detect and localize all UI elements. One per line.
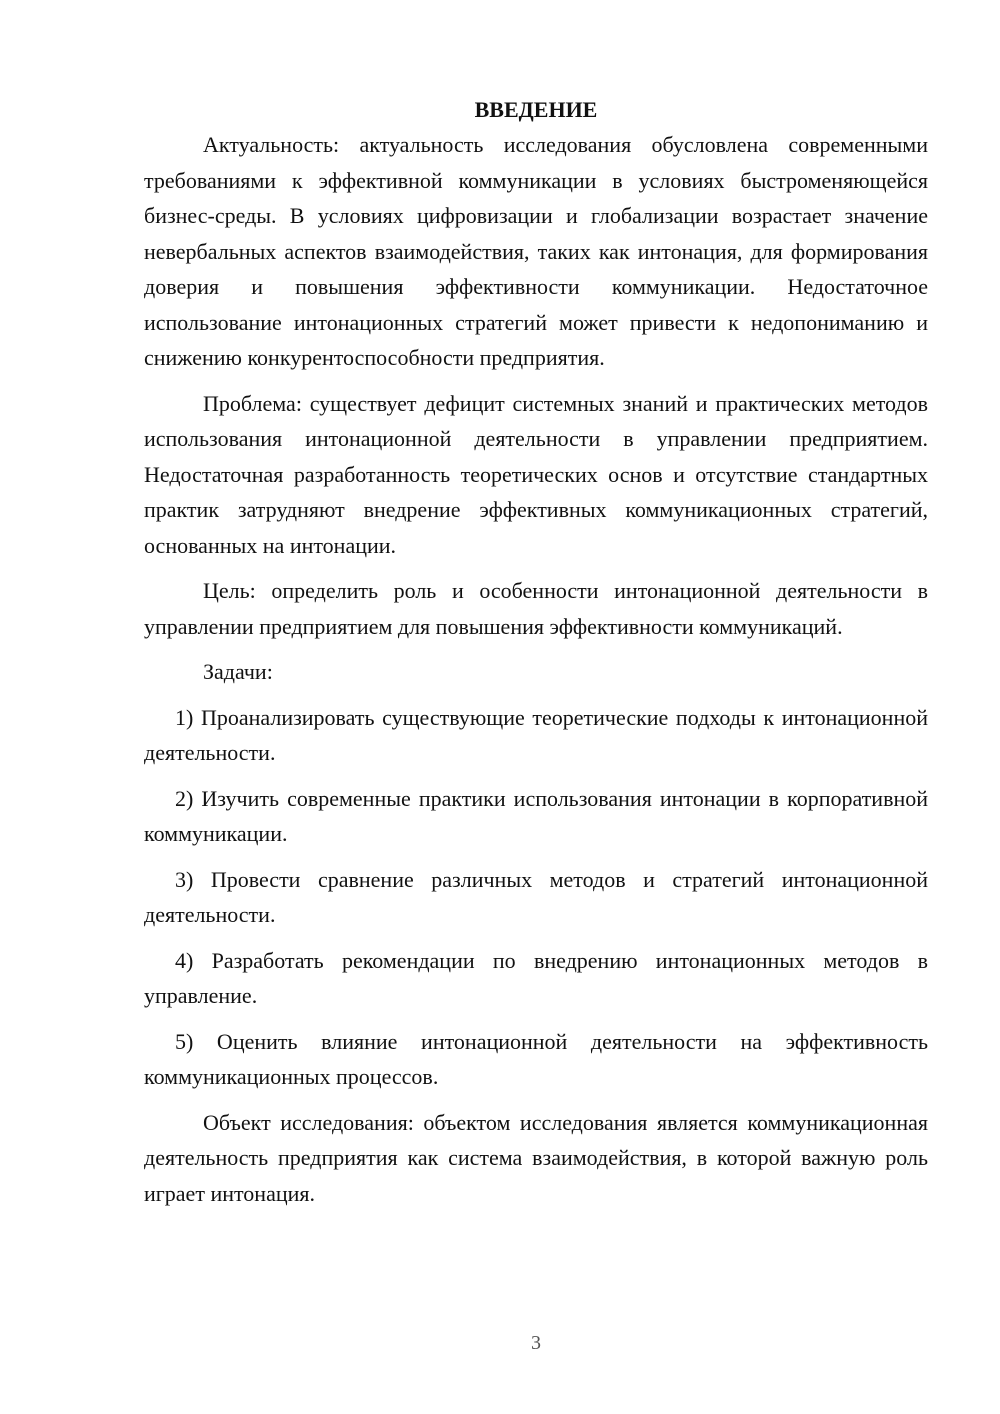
page-number: 3	[531, 1332, 541, 1354]
paragraph-object: Объект исследования: объектом исследования является коммуникационная деятельность предприятия как система взаимодействия, в которой важную роль играет интонация.	[144, 1109, 928, 1206]
paragraph-relevance: Актуальность: актуальность исследования обусловлена современными требованиями к эффективной коммуникации в условиях быстроменяющейся бизнес-среды. В условиях цифровизации и глобализации возрастает значение невербальных аспектов взаимодействия, таких как интонация, для формирования доверия и повышения эффективности коммуникации. Недостаточное использование интонационных стратегий может привести к недопониманию и снижению конкурентоспособности предприятия.	[144, 132, 928, 370]
page-title: ВВЕДЕНИЕ	[474, 97, 598, 122]
task-item-2: 2) Изучить современные практики использования интонации в корпоративной коммуникации.	[144, 785, 928, 846]
tasks-label: Задачи:	[203, 659, 273, 684]
paragraph-problem: Проблема: существует дефицит системных знаний и практических методов использования интонационной деятельности в управлении предприятием. Недостаточная разработанность теоретических основ и отсутствие стандартных практик затрудняют внедрение эффективных коммуникационных стратегий, основанных на интонации.	[144, 390, 928, 558]
task-item-4: 4) Разработать рекомендации по внедрению интонационных методов в управление.	[144, 947, 928, 1008]
page-content	[144, 92, 928, 1211]
paragraph-goal: Цель: определить роль и особенности интонационной деятельности в управлении предприятием для повышения эффективности коммуникаций.	[144, 578, 928, 639]
task-item-1: 1) Проанализировать существующие теоретические подходы к интонационной деятельности.	[144, 704, 928, 765]
task-item-3: 3) Провести сравнение различных методов и стратегий интонационной деятельности.	[144, 866, 928, 927]
task-item-5: 5) Оценить влияние интонационной деятельности на эффективность коммуникационных процессов.	[144, 1028, 928, 1089]
